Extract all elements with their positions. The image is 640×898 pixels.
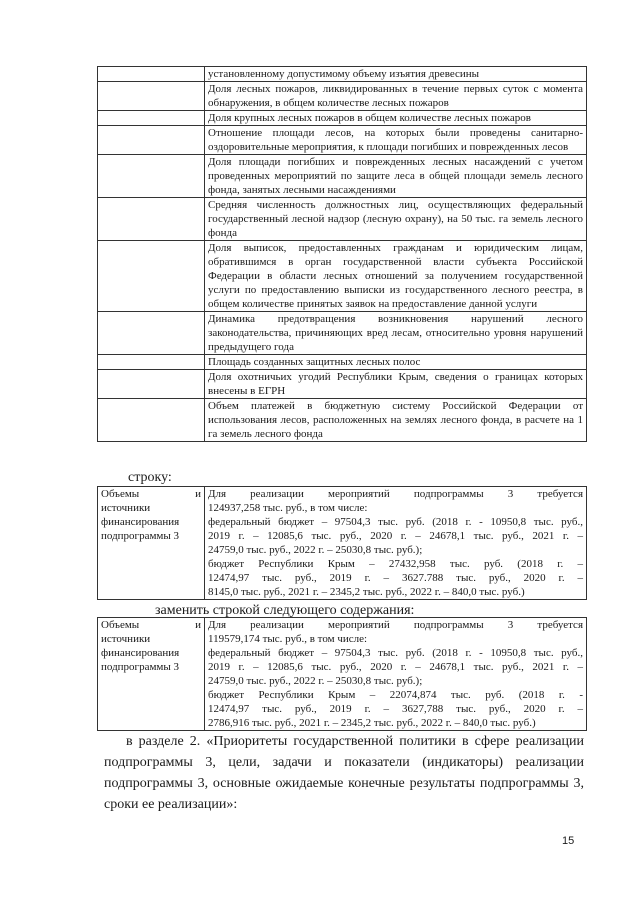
empty-cell — [98, 198, 205, 241]
indicator-cell: Доля охотничьих угодий Республики Крым, сведения о границах которых внесены в ЕГРН — [205, 370, 587, 399]
cell-line: 124937,258 тыс. руб., в том числе: — [208, 502, 368, 514]
funding-title-cell — [98, 487, 205, 600]
funding-title-cell — [98, 618, 205, 731]
cell-line: финансирования — [101, 516, 180, 528]
cell-line: бюджет Республики Крым – 27432,958 тыс. руб. (2018 г. – — [208, 558, 583, 570]
cell-line: 12474,97 тыс. руб., 2019 г. – 3627,788 тыс. руб., 2020 г. – — [208, 703, 583, 715]
empty-cell — [98, 399, 205, 442]
table-row — [98, 111, 587, 126]
empty-cell — [98, 155, 205, 198]
section-paragraph: в разделе 2. «Приоритеты государственной политики в сфере реализации подпрограммы 3, цели, задачи и показатели (индикаторы) реализации подпрограммы 3, основные ожидаемые конечные результаты подпрограммы 3, сроки ее реализации»: — [104, 734, 584, 812]
cell-line: федеральный бюджет – 97504,3 тыс. руб. (2018 г. - 10950,8 тыс. руб., — [208, 647, 583, 659]
table-row — [98, 355, 587, 370]
indicator-cell: установленному допустимому объему изъятия древесины — [205, 67, 587, 82]
funding-text-cell — [205, 618, 587, 731]
table-row — [98, 126, 587, 155]
cell-line: финансирования — [101, 647, 180, 659]
indicator-cell: Средняя численность должностных лиц, осуществляющих федеральный государственный лесной надзор (лесную охрану), на 50 тыс. га земель лесного фонда — [205, 198, 587, 241]
table-row — [98, 241, 587, 312]
indicators-table — [97, 66, 587, 442]
old-funding-table — [97, 486, 587, 600]
row-label: строку: — [128, 470, 172, 485]
indicator-cell: Доля лесных пожаров, ликвидированных в течение первых суток с момента обнаружения, в общем количестве лесных пожаров — [205, 82, 587, 111]
table-row — [98, 618, 587, 731]
cell-line: 12474,97 тыс. руб., 2019 г. – 3627.788 тыс. руб., 2020 г. – — [208, 572, 583, 584]
cell-line: источники — [101, 633, 151, 645]
indicator-cell: Доля выписок, предоставленных гражданам и юридическим лицам, обратившимся в орган государственной власти субъекта Российской Федерации в области лесных отношений за получением государственной услуги по предоставлению выписки из государственного лесного реестра, в общем количестве принятых заявок на предоставление данной услуги — [205, 241, 587, 312]
table-row — [98, 155, 587, 198]
table-row — [98, 67, 587, 82]
empty-cell — [98, 312, 205, 355]
table-row — [98, 312, 587, 355]
cell-line: 8145,0 тыс. руб., 2021 г. – 2345,2 тыс. руб., 2022 г. – 840,0 тыс. руб.) — [208, 586, 525, 598]
empty-cell — [98, 355, 205, 370]
cell-line: источники — [101, 502, 151, 514]
cell-line: 119579,174 тыс. руб., в том числе: — [208, 633, 368, 645]
indicator-cell: Площадь созданных защитных лесных полос — [205, 355, 587, 370]
cell-line: 2019 г. – 12085,6 тыс. руб., 2020 г. – 24678,1 тыс. руб., 2021 г. – — [208, 530, 583, 542]
empty-cell — [98, 370, 205, 399]
cell-line: бюджет Республики Крым – 22074,874 тыс. руб. (2018 г. - — [208, 689, 583, 701]
indicator-cell: Объем платежей в бюджетную систему Российской Федерации от использования лесов, расположенных на землях лесного фонда, в расчете на 1 га земель лесного фонда — [205, 399, 587, 442]
cell-line: подпрограммы 3 — [101, 530, 180, 542]
empty-cell — [98, 67, 205, 82]
cell-line: 24759,0 тыс. руб., 2022 г. – 25030,8 тыс. руб.); — [208, 675, 423, 687]
funding-text-cell — [205, 487, 587, 600]
table-row — [98, 399, 587, 442]
empty-cell — [98, 241, 205, 312]
new-funding-table — [97, 617, 587, 731]
empty-cell — [98, 126, 205, 155]
table-row — [98, 370, 587, 399]
cell-line: 2019 г. – 12085,6 тыс. руб., 2020 г. – 24678,1 тыс. руб., 2021 г. – — [208, 661, 583, 673]
indicator-cell: Доля крупных лесных пожаров в общем количестве лесных пожаров — [205, 111, 587, 126]
indicator-cell: Динамика предотвращения возникновения нарушений лесного законодательства, причиняющих вред лесам, относительно уровня нарушений предыдущего года — [205, 312, 587, 355]
cell-line: 24759,0 тыс. руб., 2022 г. – 25030,8 тыс. руб.); — [208, 544, 423, 556]
cell-line: Объемы и — [101, 488, 201, 500]
cell-line: Объемы и — [101, 619, 201, 631]
empty-cell — [98, 82, 205, 111]
replace-label: заменить строкой следующего содержания: — [155, 603, 415, 618]
page-number: 15 — [562, 835, 575, 847]
empty-cell — [98, 111, 205, 126]
table-row — [98, 487, 587, 600]
cell-line: подпрограммы 3 — [101, 661, 180, 673]
table-row — [98, 198, 587, 241]
cell-line: Для реализации мероприятий подпрограммы 3 требуется — [208, 619, 583, 631]
indicator-cell: Доля площади погибших и поврежденных лесных насаждений с учетом проведенных мероприятий по защите леса в общей площади земель лесного фонда, занятых лесными насаждениями — [205, 155, 587, 198]
cell-line: Для реализации мероприятий подпрограммы 3 требуется — [208, 488, 583, 500]
table-row — [98, 82, 587, 111]
indicator-cell: Отношение площади лесов, на которых были проведены санитарно-оздоровительные мероприятия, к площади погибших и поврежденных лесов — [205, 126, 587, 155]
cell-line: федеральный бюджет – 97504,3 тыс. руб. (2018 г. - 10950,8 тыс. руб., — [208, 516, 583, 528]
cell-line: 2786,916 тыс. руб., 2021 г. – 2345,2 тыс. руб., 2022 г. – 840,0 тыс. руб.) — [208, 717, 536, 729]
